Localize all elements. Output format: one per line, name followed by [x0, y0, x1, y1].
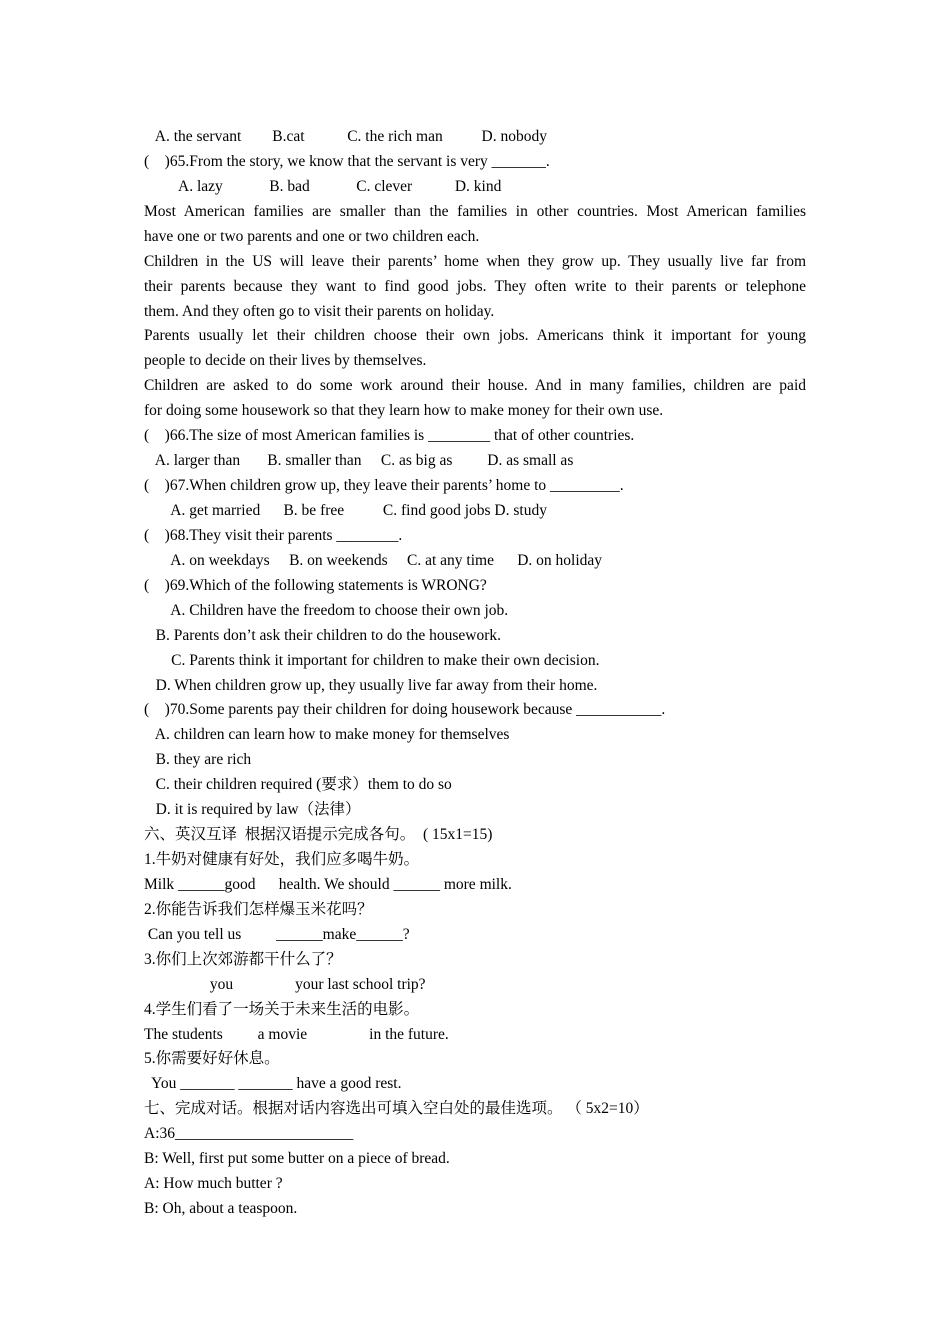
- text-line: C. their children required (要求）them to do so: [144, 776, 452, 794]
- text-line: ( )66.The size of most American families is ________ that of other countries.: [144, 427, 635, 445]
- text-line: A. get married B. be free C. find good jobs D. study: [144, 501, 547, 519]
- text-line: have one or two parents and one or two children each.: [144, 227, 480, 245]
- text-line: people to decide on their lives by themselves.: [144, 352, 427, 370]
- text-line: Most American families are smaller than the families in other countries. Most American families: [144, 202, 806, 220]
- text-line: D. it is required by law（法律）: [144, 801, 361, 819]
- text-line: for doing some housework so that they learn how to make money for their own use.: [144, 402, 664, 420]
- text-line: A. lazy B. bad C. clever D. kind: [144, 177, 502, 195]
- text-line: A:36_______________________: [144, 1125, 354, 1143]
- text-line: 七、完成对话。根据对话内容选出可填入空白处的最佳选项。 （ 5x2=10）: [144, 1100, 649, 1118]
- text-line: them. And they often go to visit their parents on holiday.: [144, 302, 495, 320]
- text-line: Parents usually let their children choose their own jobs. Americans think it important for young: [144, 327, 806, 345]
- text-line: C. Parents think it important for children to make their own decision.: [144, 651, 600, 669]
- text-line: A: How much butter ?: [144, 1175, 283, 1193]
- text-line: Children in the US will leave their parents’ home when they grow up. They usually live far from: [144, 252, 806, 270]
- text-line: ( )67.When children grow up, they leave their parents’ home to _________.: [144, 477, 624, 494]
- text-line: A. on weekdays B. on weekends C. at any time D. on holiday: [144, 551, 603, 569]
- text-line: you your last school trip?: [144, 975, 426, 993]
- text-line: their parents because they want to find good jobs. They often write to their parents or telephone: [144, 277, 806, 295]
- text-line: B: Well, first put some butter on a piece of bread.: [144, 1150, 450, 1168]
- text-line: 3.你们上次郊游都干什么了？: [144, 950, 342, 968]
- text-line: ( )65.From the story, we know that the servant is very _______.: [144, 152, 550, 170]
- text-line: 5.你需要好好休息。: [144, 1050, 280, 1068]
- text-line: D. When children grow up, they usually live far away from their home.: [144, 676, 598, 694]
- text-line: Children are asked to do some work around their house. And in many families, children are paid: [144, 377, 806, 395]
- text-line: ( )69.Which of the following statements is WRONG?: [144, 576, 487, 594]
- text-line: A. larger than B. smaller than C. as big as D. as small as: [144, 452, 574, 470]
- text-line: 2.你能告诉我们怎样爆玉米花吗？: [144, 900, 373, 918]
- text-line: ( )70.Some parents pay their children for doing housework because ___________.: [144, 701, 666, 719]
- text-line: ( )68.They visit their parents ________.: [144, 526, 403, 544]
- text-line: A. children can learn how to make money for themselves: [144, 726, 510, 744]
- text-line: A. the servant B.cat C. the rich man D. nobody: [144, 128, 547, 145]
- text-line: Can you tell us ______make______?: [144, 925, 410, 943]
- text-line: Milk ______good health. We should ______ more milk.: [144, 875, 512, 893]
- text-line: B. they are rich: [144, 751, 252, 769]
- text-line: B: Oh, about a teaspoon.: [144, 1200, 298, 1217]
- text-line: 1.牛奶对健康有好处，我们应多喝牛奶。: [144, 851, 420, 868]
- text-line: B. Parents don’t ask their children to do the housework.: [144, 626, 502, 644]
- text-line: 4.学生们看了一场关于未来生活的电影。: [144, 1000, 420, 1018]
- text-line: 六、英汉互译 根据汉语提示完成各句。 ( 15x1=15): [144, 826, 493, 843]
- text-line: A. Children have the freedom to choose their own job.: [144, 601, 509, 619]
- text-line: The students a movie in the future.: [144, 1025, 449, 1043]
- text-line: You _______ _______ have a good rest.: [144, 1075, 402, 1093]
